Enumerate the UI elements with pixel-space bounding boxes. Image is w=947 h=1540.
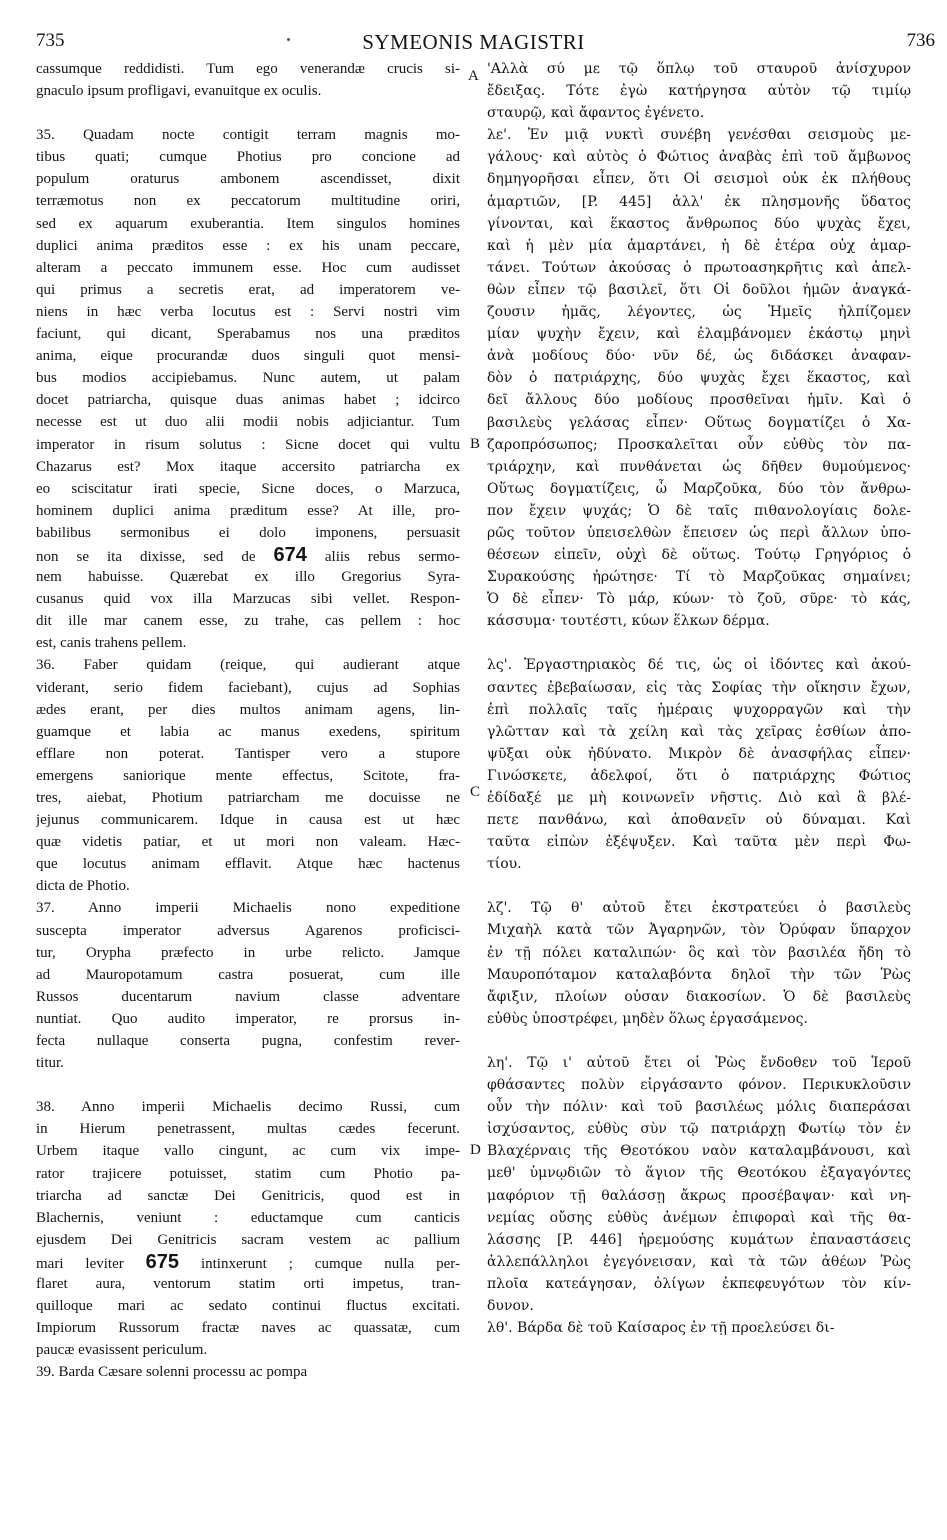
latin-text-line: quilloque mari ac sedato continui fluctus excitati. — [36, 1298, 460, 1315]
greek-text-line: ψῦξαι οὐκ ἠδύνατο. Μικρὸν δὲ ἀνασφήλας εἶπεν· — [487, 745, 911, 762]
latin-text-line: jejunus communicarem. Idque in causa est ut hæc — [36, 812, 460, 829]
greek-text-line: Ὁ δὲ εἶπεν· Τὸ μάρ, κύων· τὸ ζοῦ, σῦρε· τὸ κάς, — [487, 591, 911, 608]
latin-text-line: imperator in risum solutus : Sicne docet qui vultu — [36, 436, 460, 453]
greek-text-line: ζουσιν ἡμᾶς, λέγοντες, ὡς Ἡμεῖς ἠλπίζομεν — [487, 304, 911, 321]
greek-text-line: 'Αλλὰ σύ με τῷ ὅπλῳ τοῦ σταυροῦ ἀνίσχυρον — [487, 61, 911, 77]
running-title: SYMEONIS MAGISTRI — [362, 30, 585, 54]
greek-text-line: δεῖ ἄλλους δύο μοδίους προσθεῖναι ἡμῖν. Καὶ ὁ — [487, 392, 911, 409]
greek-text-line: ρῶς τοῦτον ὑπεισελθὼν ἔπεισεν ὡς περὶ ἄλλων ὑπο- — [487, 524, 911, 541]
latin-text-line: dit ille mar canem esse, zu trahe, cas pellem : hoc — [36, 613, 460, 630]
greek-text-line: σαντες ἐβεβαίωσαν, εἰς τὰς Σοφίας τὴν οἴκησιν ἔχων, — [487, 679, 911, 696]
latin-text-line: cassumque reddidisti. Tum ego venerandæ crucis si- — [36, 61, 460, 77]
greek-text-line: Οὕτως δογματίζεις, ὦ Μαρζοῦκα, δύο τὸν ἄνθρω- — [487, 480, 911, 497]
latin-text-line: fecta nullaque conserta pugna, confestim rever- — [36, 1033, 460, 1050]
latin-text-line: est, canis trahens pellem. — [36, 635, 187, 652]
latin-text-line: quæ videtis patiar, et ut mori non valeam. Hæc- — [36, 834, 460, 851]
greek-text-line: λη'. Τῷ ι' αὐτοῦ ἔτει οἱ Ῥὼς ἔνδοθεν τοῦ Ἱεροῦ — [487, 1054, 911, 1071]
migne-column-number: 674 — [273, 543, 307, 566]
latin-text-line: rator trajicere potuisset, statim cum Photio pa- — [36, 1165, 460, 1182]
latin-text-line: ad Mauropotamum castra posuerat, cum ille — [36, 966, 460, 983]
latin-text-line: suscepta imperator adversus Agarenos proficisci- — [36, 922, 460, 939]
greek-text-line: ἔδειξας. Τότε ἐγὼ κατήργησα αὐτὸν τῷ τιμίῳ — [487, 83, 911, 100]
latin-text-line: mari leviter 675 intinxerunt ; cumque nulla per- — [36, 1250, 460, 1273]
greek-text-line: φθάσαντες πολὺν εἰργάσαντο φόνον. Περικυκλοῦσιν — [487, 1077, 911, 1094]
latin-text-line: cusanus quid vox illa Marzucas sibi vellet. Respon- — [36, 591, 460, 608]
greek-text-line: μαφόριον τῇ θαλάσσῃ ἄκρως προσέβαψαν· καὶ νη- — [487, 1187, 911, 1204]
latin-text-line: titur. — [36, 1055, 64, 1072]
latin-text-line: Russos ducentarum navium classe adventare — [36, 988, 460, 1005]
section-gap — [487, 1030, 911, 1052]
greek-text-line: ἐν τῇ πόλει καταλιπών· ὃς καὶ τὸν βασιλέα ἤδη τὸ — [487, 944, 911, 961]
section-gap — [36, 1074, 460, 1096]
margin-marker-a: A — [468, 68, 479, 84]
latin-text-line: flaret aura, ventorum statim orti impetus, tran- — [36, 1275, 460, 1292]
latin-text-line: guamque et labia ac manus exedens, spiritum — [36, 723, 460, 740]
latin-text-line: hominem duplici anima præditum esse? At ille, pro- — [36, 502, 460, 519]
greek-text-line: τίου. — [487, 856, 522, 873]
greek-text-line: εὐθὺς ὑποστρέφει, μηδὲν ὅλως ἐργασάμενος. — [487, 1010, 808, 1027]
latin-text-line: 35. Quadam nocte contigit terram magnis mo- — [36, 127, 460, 144]
latin-text-line: Blachernis, veniunt : eductamque cum canticis — [36, 1209, 460, 1226]
latin-text-line: tres, aiebat, Photium patriarcham me docuisse ne — [36, 790, 460, 806]
latin-text-line: in Hierum penetrassent, multas cædes fecerunt. — [36, 1121, 460, 1138]
latin-text-line: eo sciscitatur irati specie, Sicne doces, o Marzuca, — [36, 480, 460, 497]
latin-text-line: duplici anima præditos esse : ex his unam peccare, — [36, 237, 460, 254]
greek-text-line: ἀνὰ μοδίους δύο· νῦν δέ, ὡς διδάσκει ἀναφαν- — [487, 348, 911, 365]
greek-text-line: ταῦτα εἰπὼν ἐξέψυξεν. Καὶ ταῦτα μὲν περὶ Φω- — [487, 834, 911, 851]
greek-text-line: λε'. Ἐν μιᾷ νυκτὶ συνέβη γενέσθαι σεισμοὺς με- — [487, 127, 911, 144]
latin-text-line: niens in hæc verba locutus est : Servi nostri vim — [36, 303, 460, 320]
greek-text-line: ζαροπρόσωπος; Προσκαλεῖται οὖν εὐθὺς τὸν πα- — [487, 436, 911, 453]
greek-text-line: ἰσχύσαντος, εὐθὺς σὺν τῷ πατριάρχῃ Φωτίῳ τὸν ἐν — [487, 1121, 911, 1138]
latin-text-line: babilibus sermonibus ei dolo imponens, persuasit — [36, 524, 460, 541]
margin-marker-b: B — [470, 436, 481, 452]
latin-text-line: gnaculo ipsum profligavi, evanuitque ex oculis. — [36, 83, 322, 100]
latin-text-line: alteram a peccato immunem esse. Hoc cum audisset — [36, 259, 460, 276]
latin-text-line: nem habuisse. Quærebat ex illo Gregorius Syra- — [36, 569, 460, 586]
latin-text-line: paucæ evasissent periculum. — [36, 1342, 208, 1359]
latin-text-line: qui primus a secretis erat, ad imperatorem ve- — [36, 281, 460, 298]
latin-text-line: faciunt, qui dicant, Sperabamus nos una præditos — [36, 326, 460, 343]
greek-text-line: τριάρχην, καὶ πυνθάνεται ὡς δῆθεν θυμούμενος· — [487, 458, 911, 475]
greek-text-line: πον ἔχειν ψυχάς; Ὁ δὲ ταῖς πιθανολογίαις δολε- — [487, 502, 911, 519]
greek-text-line: κάσσυμα· τουτέστι, κύων ἕλκων δέρμα. — [487, 613, 770, 630]
greek-text-line: λθ'. Βάρδα δὲ τοῦ Καίσαρος ἐν τῇ προελεύσει δι- — [487, 1320, 835, 1337]
latin-text-line: Urbem itaque vallo cingunt, ac cum vix impe- — [36, 1143, 460, 1160]
page-number-right: 736 — [906, 30, 935, 51]
greek-text-line: Γινώσκετε, ἀδελφοί, ὅτι ὁ πατριάρχης Φώτιος — [487, 767, 911, 784]
latin-text-line: dicta de Photio. — [36, 878, 130, 895]
greek-text-line: γίνονται, καὶ ἕκαστος ἄνθρωπος δύο ψυχὰς ἔχει, — [487, 215, 911, 232]
margin-marker-d: D — [470, 1142, 481, 1158]
greek-text-line: λς'. Ἐργαστηριακὸς δέ τις, ὡς οἱ ἰδόντες καὶ ἀκού- — [487, 657, 911, 674]
greek-text-line: μεθ' ὑμνῳδιῶν τὸ ἅγιον τῆς Θεοτόκου ἐξαγαγόντες — [487, 1165, 911, 1182]
latin-text-line: Chazarus est? Mox itaque accersito patriarcha ex — [36, 458, 460, 475]
greek-text-line: ἀλλεπάλληλοι ἐγεγόνεισαν, καὶ τὰ τῶν ἀθέων Ῥὼς — [487, 1253, 911, 1270]
greek-text-line: Συρακούσης ἠρώτησε· Τί τὸ Μαρζοῦκας σημαίνει; — [487, 569, 911, 586]
greek-column — [487, 58, 911, 1339]
latin-text-line: que locutus animam efflavit. Atque hæc hactenus — [36, 856, 460, 873]
latin-text-line: 36. Faber quidam (reique, qui audierant atque — [36, 657, 460, 674]
latin-text-line: docet patriarcha, quisque duas animas habet ; idcirco — [36, 392, 460, 409]
greek-text-line: τάνει. Τούτων ἀκούσας ὁ πρωτοασηκρῆτις καὶ ἀπελ- — [487, 259, 911, 276]
greek-text-line: πετε πανθάνω, καὶ ἀποθανεῖν οὐ δύναμαι. Καὶ — [487, 812, 911, 829]
latin-text-line: anima, eique procurandæ duos singuli quot mensi- — [36, 348, 460, 365]
margin-marker-c: C — [470, 784, 481, 800]
section-gap — [487, 875, 911, 897]
latin-text-line: 37. Anno imperii Michaelis nono expeditione — [36, 900, 460, 917]
greek-text-line: θέσεων εἰπεῖν, οὐχὶ δὲ οὕτως. Τούτῳ Γρηγόριος ὁ — [487, 547, 911, 564]
section-gap — [36, 102, 460, 124]
greek-text-line: θὼν εἶπεν τῷ βασιλεῖ, ὅτι Οἱ δοῦλοι ἡμῶν ἀναγκά- — [487, 281, 911, 298]
ink-speck — [287, 38, 290, 41]
greek-text-line: βασιλεὺς γελάσας εἶπεν· Οὕτως δογματίζει ὁ Χα- — [487, 414, 911, 431]
greek-text-line: λάσσης [P. 446] ἠρεμούσης κυμάτων ἐπαναστάσεις — [487, 1231, 911, 1248]
greek-text-line: γάλους· καὶ αὐτὸς ὁ Φώτιος ἀναβὰς ἐπὶ τοῦ ἄμβωνος — [487, 149, 911, 166]
page-header — [0, 30, 947, 56]
latin-text-line: triarcha ad sanctæ Dei Genitricis, quod est in — [36, 1187, 460, 1204]
latin-text-line: terræmotus non ex peccatorum multitudine oriri, — [36, 193, 460, 210]
greek-text-line: δημηγορῆσαι εἶπεν, ὅτι Οἱ σεισμοὶ οὐκ ἐκ πλήθους — [487, 171, 911, 188]
latin-text-line: ædes erant, per dies multos animam agens, lin- — [36, 701, 460, 718]
latin-text-line: 38. Anno imperii Michaelis decimo Russi, cum — [36, 1099, 460, 1116]
greek-text-line: σταυρῷ, καὶ ἄφαντος ἐγένετο. — [487, 105, 705, 122]
greek-text-line: πλοῖα κατεάγησαν, ὀλίγων ἐκπεφευγότων τὸν κίν- — [487, 1275, 911, 1292]
latin-text-line: 39. Barda Cæsare solenni processu ac pompa — [36, 1364, 308, 1381]
latin-text-line: nuntiat. Quo audito imperator, re prorsus in- — [36, 1010, 460, 1027]
latin-text-line: non se ita dixisse, sed de 674 aliis rebus sermo- — [36, 543, 460, 566]
greek-text-line: οὖν τὴν πόλιν· καὶ τοῦ βασιλέως μόλις διαπεράσαι — [487, 1099, 911, 1116]
latin-text-line: sed ex aquarum exuberantia. Item singulos homines — [36, 215, 460, 232]
greek-text-line: δὸν ὁ πατριάρχης, δύο ψυχὰς ἔχει ἕκαστος, καὶ — [487, 370, 911, 387]
greek-text-line: νεμίας οὔσης εὐθὺς ἀνέμων ἐπιφοραὶ καὶ τῆς θα- — [487, 1209, 911, 1226]
latin-column — [36, 58, 460, 1383]
latin-text-line: ejusdem Dei Genitricis sacram vestem ac pallium — [36, 1231, 460, 1248]
section-gap — [487, 632, 911, 654]
migne-column-number: 675 — [145, 1250, 180, 1273]
greek-text-line: γλῶτταν καὶ τὰ χείλη καὶ τὰς χεῖρας ἐσθίων ἀπο- — [487, 723, 911, 740]
latin-text-line: populum oraturus ambonem ascendisset, dixit — [36, 171, 460, 188]
greek-text-line: Μιχαὴλ κατὰ τῶν Ἀγαρηνῶν, τὸν Ὀρύφαν ὕπαρχον — [487, 922, 911, 939]
latin-text-line: tur, Orypha præfecto in urbe relicto. Jamque — [36, 944, 460, 961]
latin-text-line: viderant, serio fidem faciebant), cujus ad Sophias — [36, 679, 460, 696]
latin-text-line: emergens saniorique mente effectus, Scitote, fra- — [36, 767, 460, 784]
greek-text-line: ἄφιξιν, πλοίων οὐσαν διακοσίων. Ὁ δὲ βασιλεὺς — [487, 988, 911, 1005]
greek-text-line: λζ'. Τῷ θ' αὐτοῦ ἔτει ἐκστρατεύει ὁ βασιλεὺς — [487, 900, 911, 917]
latin-text-line: efflare non poterat. Tantisper vero a stupore — [36, 745, 460, 762]
greek-text-line: μίαν ψυχὴν ἔχειν, καὶ ἐλαμβάνομεν ἑκάστῳ μηνὶ — [487, 326, 911, 343]
latin-text-line: tibus quati; cumque Photius pro concione ad — [36, 149, 460, 166]
greek-text-line: Βλαχέρναις τῆς Θεοτόκου ναὸν καταλαμβάνουσι, καὶ — [487, 1143, 911, 1160]
greek-text-line: καὶ ἡ μὲν μία ἁμαρτάνει, ἡ δὲ ἑτέρα οὐχ ἁμαρ- — [487, 237, 911, 254]
latin-text-line: Impiorum Russorum fractæ naves ac quassatæ, cum — [36, 1320, 460, 1337]
greek-text-line: ἁμαρτιῶν, [P. 445] ἀλλ' ἐκ πλησμονῆς ὕδατος — [487, 193, 911, 210]
page-number-left: 735 — [36, 30, 65, 51]
latin-text-line: bus modios accipiebamus. Nunc autem, ut palam — [36, 370, 460, 387]
greek-text-line: δυνον. — [487, 1297, 534, 1314]
greek-text-line: Μαυροπόταμον καταλαβόντα δηλοῖ τὴν τῶν Ῥὼς — [487, 966, 911, 983]
greek-text-line: ἐδίδαξέ με μὴ κοινωνεῖν νῆστις. Διὸ καὶ ἃ βλέ- — [487, 790, 911, 806]
latin-text-line: necesse est ut duo alii modii nobis adjiciantur. Tum — [36, 414, 460, 431]
greek-text-line: ἐπὶ πολλαῖς ταῖς ἡμέραις ψυχορραγῶν καὶ τὴν — [487, 701, 911, 718]
